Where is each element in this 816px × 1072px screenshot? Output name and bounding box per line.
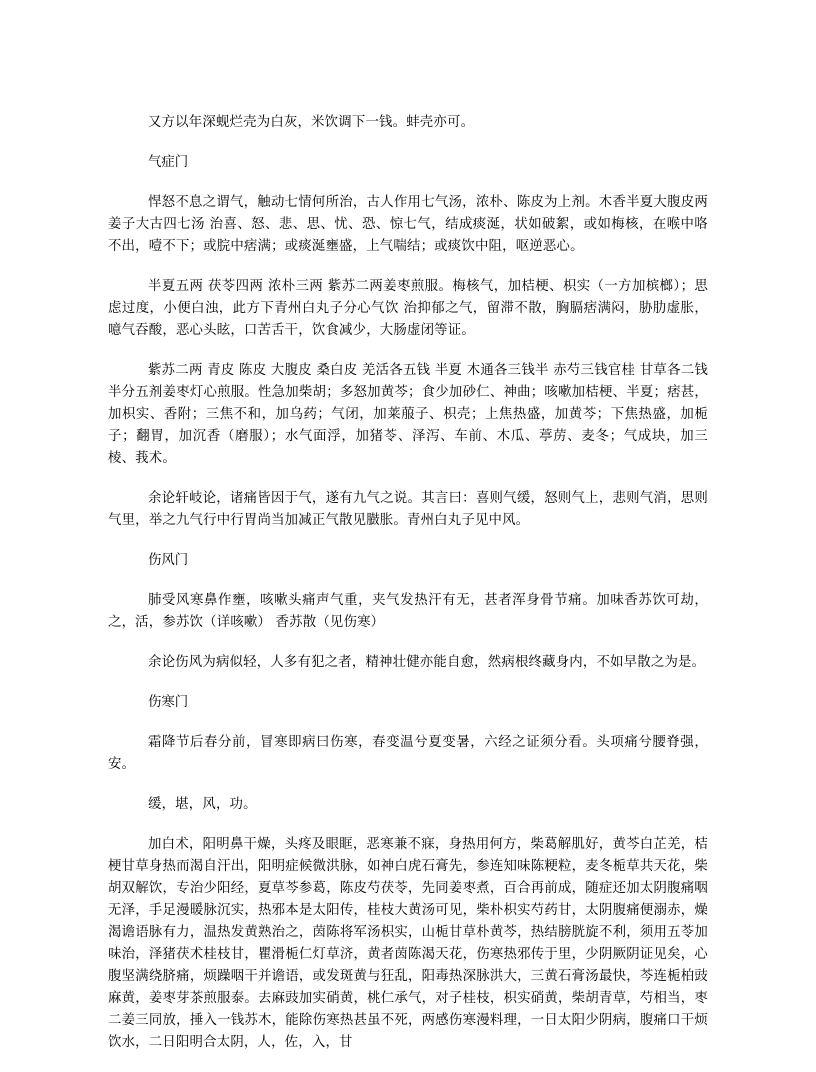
- section-heading: 气症门: [148, 155, 189, 170]
- section-heading: 伤寒门: [148, 695, 189, 710]
- paragraph: 加白术，阳明鼻干燥，头疼及眼眶，恶寒兼不寐，身热用何方，柴葛解肌好，黄芩白芷羌，桔梗甘草身热而渴自汗出，阳明症候微洪脉，如神白虎石膏先，参连知味陈粳粒，麦冬栀草共天花，柴胡双解饮，专治少阳经，夏草芩参葛，陈皮芍茯苓，先同姜枣煮，百合再前成，随症还加太阴腹痛咽无泽，手足漫暖脉沉实，热邪本是太阳传，桂枝大黄汤可见，柴朴枳实芍药甘，太阴腹痛便溺赤，燥渴谵语脉有力，温热发黄熟治之，茵陈将军汤枳实，山栀甘草朴黄芩，热结膀胱旋不利，须用五苓加味治，泽猪茯术桂枝甘，瞿滑栀仁灯草济，黄者茵陈渴天花，伤寒热邪传于里，少阴厥阴证见矣，心腹坚满绕脐痛，烦躁咽干并谵语，或发斑黄与狂乱，阳毒热深脉洪大，三黄石膏汤最快，芩连栀柏豉麻黄，姜枣芽茶煎服泰。去麻豉加实硝黄，桃仁承气，对子桂枝，枳实硝黄，柴胡青草，芍相当，枣二姜三同放，捶入一钱苏木，能除伤寒热甚虽不死，两感伤寒漫料理，一日太阳少阴病，腹痛口干烦饮水，二日阳明合太阴，人，佐，入，甘: [108, 837, 708, 1050]
- paragraph: 半夏五两 茯苓四两 浓朴三两 紫苏二两姜枣煎服。梅核气，加桔梗、枳实（一方加槟榔）；思虑过度，小便白浊，此方下青州白丸子分心气饮 治抑郁之气，留滞不散，胸膈痞满闷，胁肋虚胀，噫气吞酸，恶心头眩，口苦舌干，饮食减少，大肠虚闭等证。: [108, 279, 708, 338]
- paragraph: 余论轩岐论，诸痛皆因于气，遂有九气之说。其言曰：喜则气缓，怒则气上，悲则气消，思则气里，举之九气行中行胃尚当加减正气散见臌胀。青州白丸子见中风。: [108, 491, 708, 528]
- paragraph: 余论伤风为病似轻，人多有犯之者，精神壮健亦能自愈，然病根终藏身内，不如早散之为是。: [148, 655, 706, 670]
- paragraph: 又方以年深蚬烂壳为白灰，米饮调下一钱。蚌壳亦可。: [148, 115, 475, 130]
- section-heading: 伤风门: [148, 553, 189, 568]
- paragraph: 缓，堪，风，功。: [148, 797, 257, 812]
- paragraph: 肺受风寒鼻作壅，咳嗽头痛声气重，夹气发热汗有无，甚者浑身骨节痛。加味香苏饮可劫，之，活，参苏饮（详咳嗽） 香苏散（见伤寒）: [108, 593, 708, 630]
- paragraph: 霜降节后春分前，冒寒即病曰伤寒，春变温兮夏变暑，六经之证须分看。头项痛兮腰脊强，安。: [108, 735, 708, 772]
- paragraph: 紫苏二两 青皮 陈皮 大腹皮 桑白皮 羌活各五钱 半夏 木通各三钱半 赤芍三钱官桂 甘草各二钱半分五剂姜枣灯心煎服。性急加柴胡；多怒加黄芩；食少加砂仁、神曲；咳嗽加桔梗、半夏；痞甚，加枳实、香附；三焦不和，加乌药；气闭，加莱菔子、枳壳；上焦热盛，加黄芩；下焦热盛，加栀子；翻胃，加沉香（磨服）；水气面浮，加猪苓、泽泻、车前、木瓜、葶苈、麦冬；气成块，加三棱、莪术。: [108, 363, 708, 466]
- document-page: [108, 112, 708, 1072]
- paragraph: 悍怒不息之谓气，触动七情何所治，古人作用七气汤，浓朴、陈皮为上剂。木香半夏大腹皮两姜子大古四七汤 治喜、怒、悲、思、忧、恐、惊七气，结成痰涎，状如破絮，或如梅核，在喉中咯不出，噎不下；或脘中痞满；或痰涎壅盛，上气喘结；或痰饮中阻，呕逆恶心。: [108, 195, 708, 254]
